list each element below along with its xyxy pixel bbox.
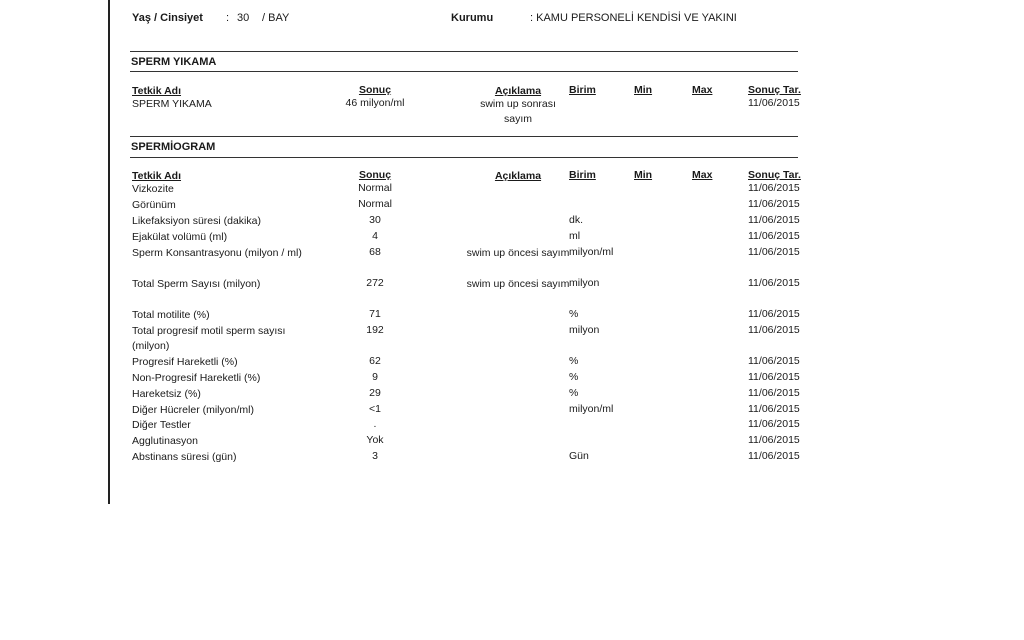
col-min-header: Min [634,169,653,181]
divider [130,51,798,52]
row-date: 11/06/2015 [748,214,800,226]
col-max-header: Max [692,84,713,96]
row-unit: ml [569,230,581,242]
row-unit: % [569,355,579,367]
divider [130,136,798,137]
row-unit: milyon [569,324,600,336]
age-label: Yaş / Cinsiyet [132,12,203,24]
col-result-header: Sonuç [358,84,392,96]
col-note-header: Açıklama [494,170,542,182]
row-name: Hareketsiz (%) [132,388,201,400]
row-name: Diğer Hücreler (milyon/ml) [132,404,254,416]
row-date: 11/06/2015 [748,324,800,336]
row-note: swim up sonrası sayım [480,98,556,125]
row-result: 68 [369,246,381,258]
row-result: 62 [369,355,381,367]
row-name: Non-Progresif Hareketli (%) [132,372,261,384]
row-name: Sperm Konsantrasyonu (milyon / ml) [132,247,302,259]
row-name: Total Sperm Sayısı (milyon) [132,278,261,290]
row-result: 3 [372,450,378,462]
row-date: 11/06/2015 [748,450,800,462]
col-max-header: Max [692,169,713,181]
left-margin-line [108,0,110,504]
row-unit: milyon/ml [569,403,614,415]
row-unit: % [569,308,579,320]
row-date: 11/06/2015 [748,198,800,210]
row-date: 11/06/2015 [748,434,800,446]
row-unit: % [569,387,579,399]
row-note: swim up öncesi sayım [466,278,570,290]
row-name: Progresif Hareketli (%) [132,356,238,368]
row-result: 30 [369,214,381,226]
row-unit: milyon/ml [569,246,614,258]
row-date: 11/06/2015 [748,97,800,109]
section-title-sperm-yikama: SPERM YIKAMA [131,56,217,68]
institution-value: : KAMU PERSONELİ KENDİSİ VE YAKINI [530,12,737,24]
col-name-header: Tetkik Adı [132,170,182,182]
col-note-header: Açıklama [494,85,542,97]
age-separator: : [226,12,230,24]
row-result: <1 [369,403,381,415]
row-unit: dk. [569,214,584,226]
row-name: SPERM YIKAMA [132,98,212,110]
row-date: 11/06/2015 [748,277,800,289]
divider [130,71,798,72]
row-name: Abstinans süresi (gün) [132,451,237,463]
row-name: Total progresif motil sperm sayısı (milyon) [132,325,286,352]
row-result: 9 [372,371,378,383]
col-date-header: Sonuç Tar. [748,169,801,181]
col-unit-header: Birim [569,169,596,181]
row-result: . [373,418,377,430]
row-result: Normal [358,182,392,194]
row-result: 71 [369,308,381,320]
col-unit-header: Birim [569,84,596,96]
institution-label: Kurumu [451,12,494,24]
row-date: 11/06/2015 [748,246,800,258]
age-value: 30 [237,12,250,24]
row-unit: % [569,371,579,383]
row-name: Total motilite (%) [132,309,210,321]
row-date: 11/06/2015 [748,403,800,415]
row-result: 272 [366,277,384,289]
row-unit: Gün [569,450,589,462]
row-note: swim up öncesi sayım [466,247,570,259]
gender-value: / BAY [262,12,290,24]
row-name: Vizkozite [132,183,174,195]
row-date: 11/06/2015 [748,182,800,194]
row-date: 11/06/2015 [748,387,800,399]
row-unit: milyon [569,277,600,289]
row-result: 192 [366,324,384,336]
row-result: 29 [369,387,381,399]
col-min-header: Min [634,84,653,96]
col-result-header: Sonuç [358,169,392,181]
divider [130,157,798,158]
row-name: Görünüm [132,199,176,211]
row-date: 11/06/2015 [748,371,800,383]
row-name: Agglutinasyon [132,435,198,447]
section-title-spermiogram: SPERMİOGRAM [131,141,216,153]
row-name: Diğer Testler [132,419,191,431]
row-date: 11/06/2015 [748,308,800,320]
col-date-header: Sonuç Tar. [748,84,801,96]
row-result: Normal [358,198,392,210]
row-date: 11/06/2015 [748,418,800,430]
row-result: 4 [372,230,378,242]
row-result: 46 milyon/ml [345,97,405,109]
row-date: 11/06/2015 [748,355,800,367]
row-result: Yok [366,434,384,446]
row-name: Likefaksiyon süresi (dakika) [132,215,261,227]
col-name-header: Tetkik Adı [132,85,182,97]
row-date: 11/06/2015 [748,230,800,242]
row-name: Ejakülat volümü (ml) [132,231,228,243]
